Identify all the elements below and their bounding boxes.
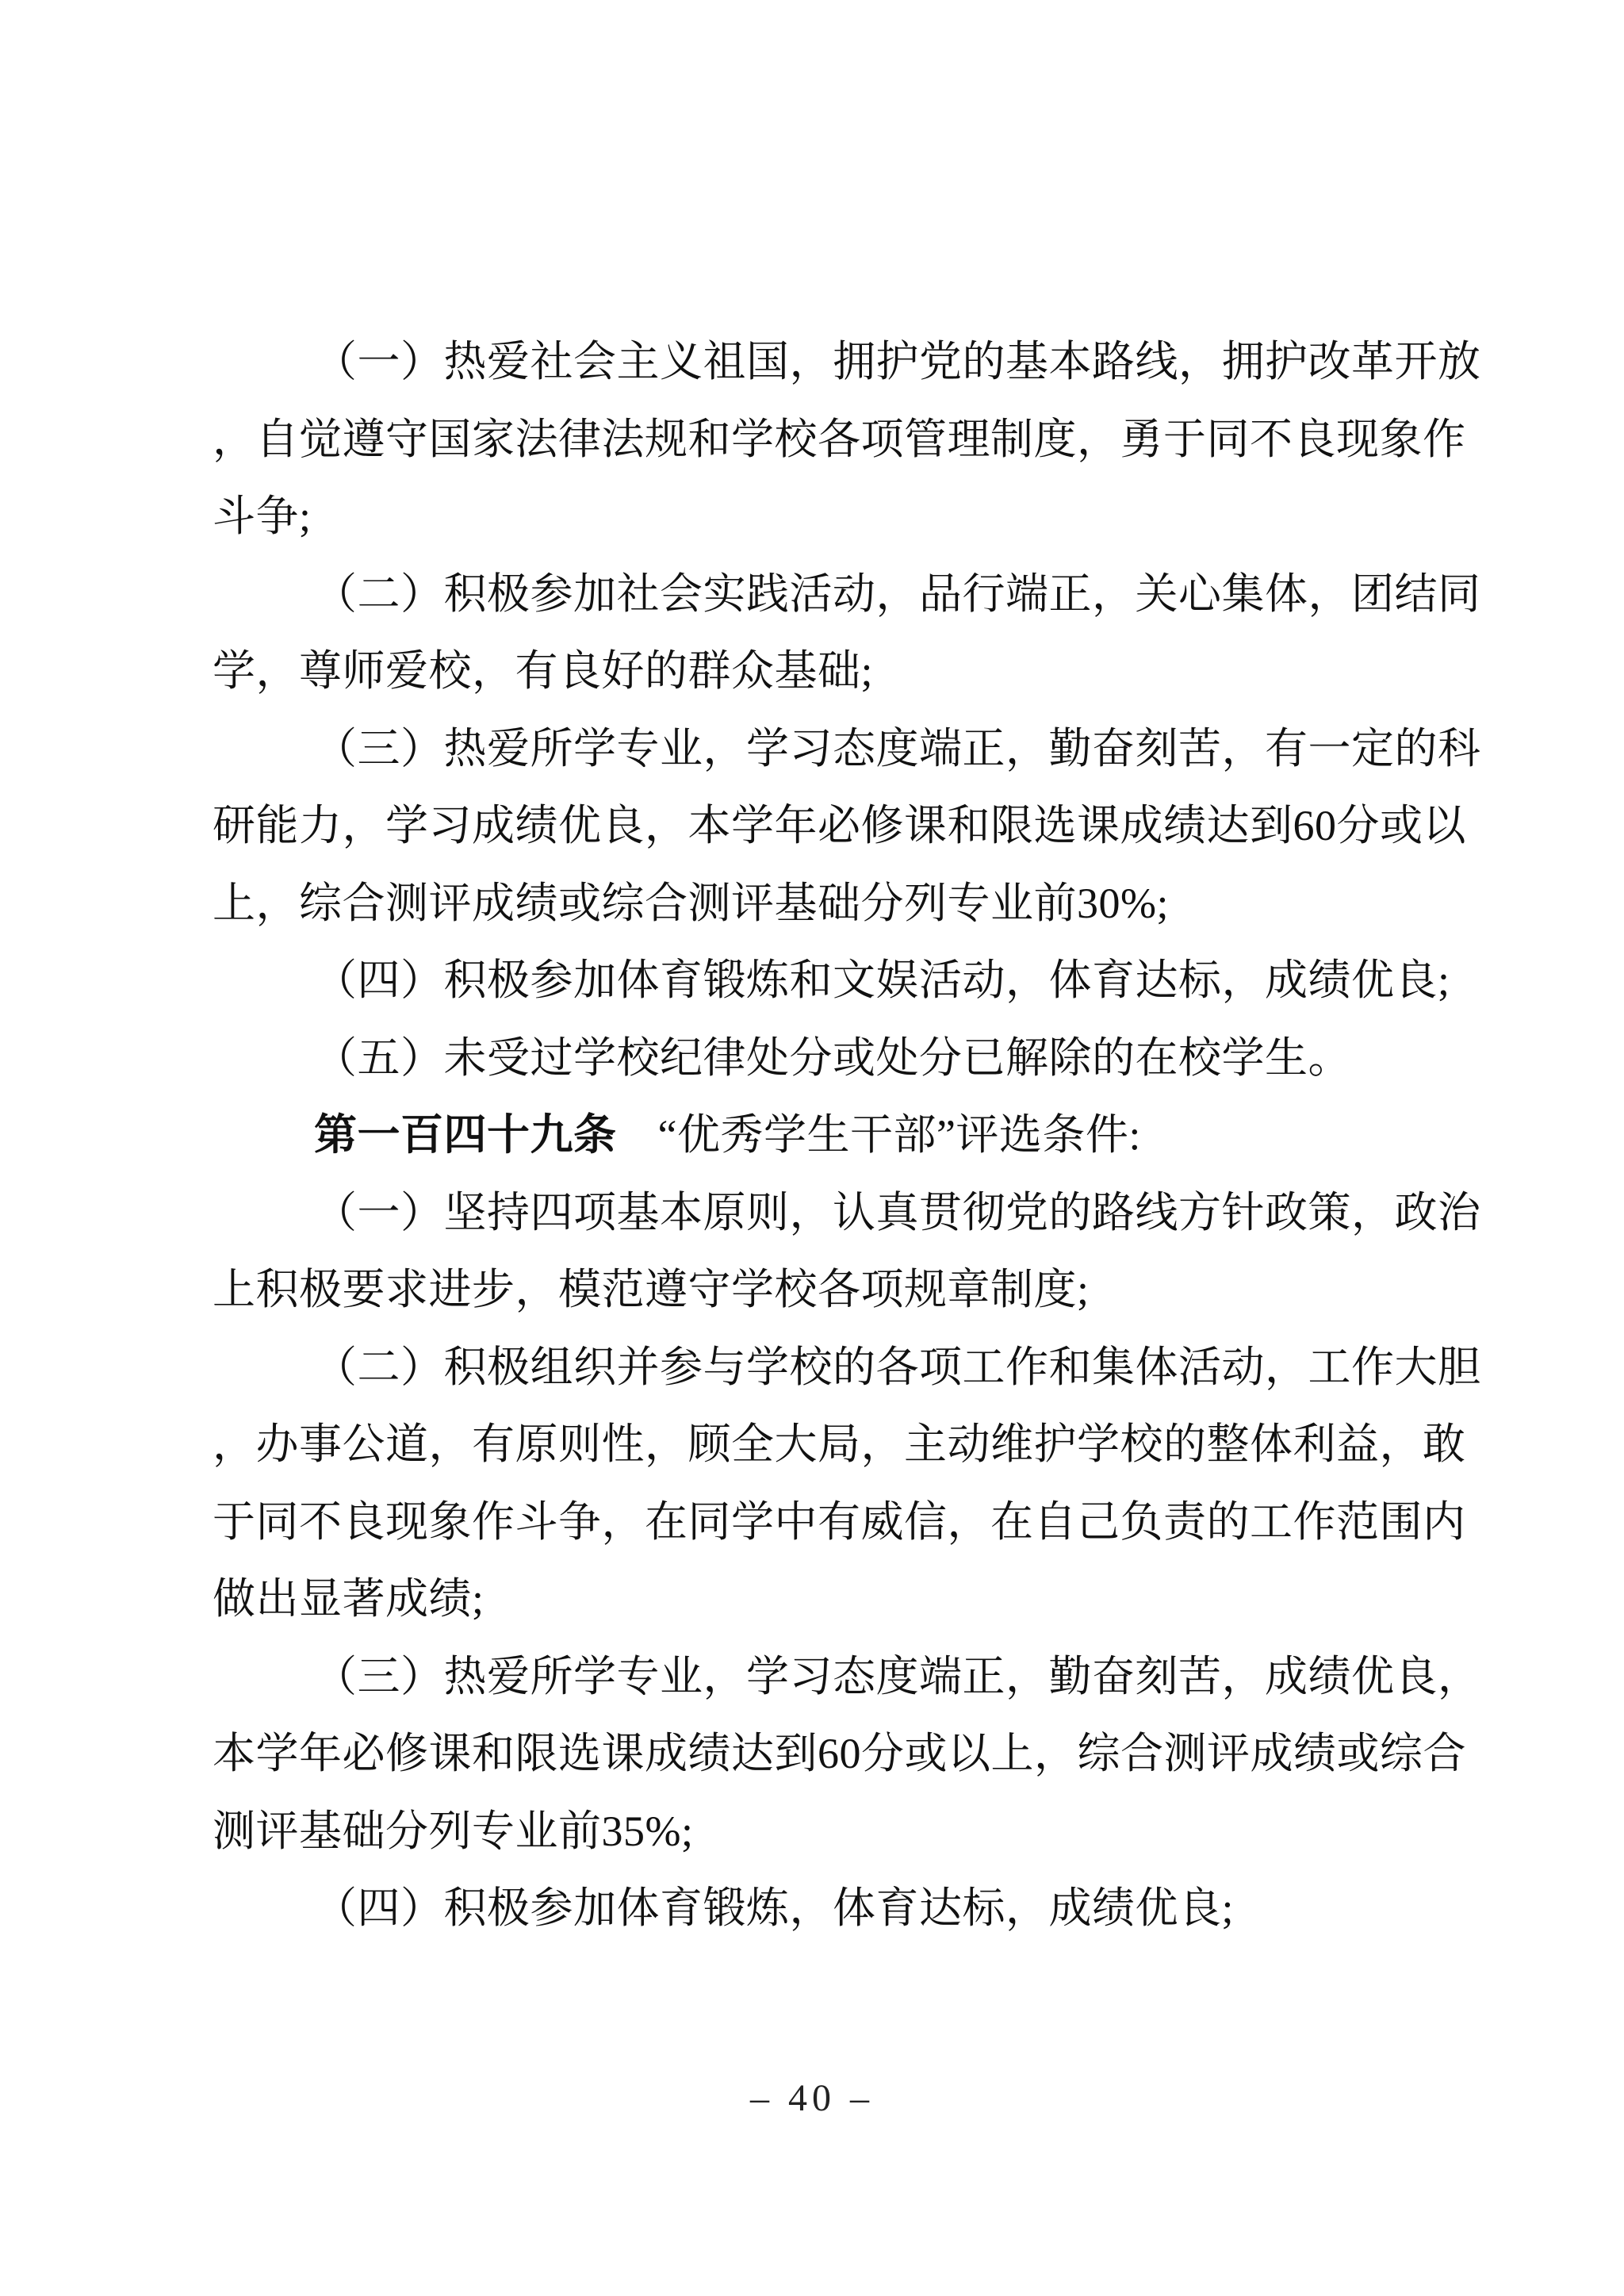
- text-line: （二）积极组织并参与学校的各项工作和集体活动，工作大胆: [314, 1343, 1481, 1391]
- text-line: 上，综合测评成绩或综合测评基础分列专业前30%;: [213, 879, 1169, 927]
- text-line: 做出显著成绩;: [213, 1575, 485, 1623]
- text-line: ，自觉遵守国家法律法规和学校各项管理制度，勇于同不良现象作: [213, 415, 1466, 463]
- article-heading-text: “优秀学生干部”评选条件:: [657, 1111, 1141, 1159]
- text-line: ，办事公道，有原则性，顾全大局，主动维护学校的整体利益，敢: [213, 1420, 1466, 1468]
- text-line: （四）积极参加体育锻炼，体育达标，成绩优良;: [314, 1884, 1235, 1932]
- text-line: （一）坚持四项基本原则，认真贯彻党的路线方针政策，政治: [314, 1188, 1481, 1236]
- text-line: （四）积极参加体育锻炼和文娱活动，体育达标，成绩优良;: [314, 956, 1450, 1004]
- text-line: 学，尊师爱校，有良好的群众基础;: [213, 647, 874, 695]
- text-line: 本学年必修课和限选课成绩达到60分或以上，综合测评成绩或综合: [213, 1730, 1466, 1777]
- text-line: （五）未受过学校纪律处分或处分已解除的在校学生。: [314, 1033, 1351, 1082]
- text-line: 研能力，学习成绩优良，本学年必修课和限选课成绩达到60分或以: [213, 802, 1466, 849]
- article-heading-line: [213, 1097, 1450, 1175]
- document-body: [213, 324, 1481, 1948]
- text-line: 测评基础分列专业前35%;: [213, 1807, 694, 1855]
- text-line: （二）积极参加社会实践活动，品行端正，关心集体，团结同: [314, 569, 1481, 618]
- text-line: （三）热爱所学专业，学习态度端正，勤奋刻苦，有一定的科: [314, 724, 1481, 772]
- text-line: 斗争;: [213, 493, 312, 540]
- article-number: 第一百四十九条: [314, 1111, 617, 1159]
- page-number: – 40 –: [750, 2077, 874, 2119]
- text-line: （一）热爱社会主义祖国，拥护党的基本路线，拥护改革开放: [314, 338, 1481, 385]
- text-line: 于同不良现象作斗争，在同学中有威信，在自己负责的工作范围内: [213, 1497, 1466, 1546]
- text-line: （三）热爱所学专业，学习态度端正，勤奋刻苦，成绩优良，: [314, 1652, 1481, 1700]
- text-line: 上积极要求进步，模范遵守学校各项规章制度;: [213, 1266, 1090, 1313]
